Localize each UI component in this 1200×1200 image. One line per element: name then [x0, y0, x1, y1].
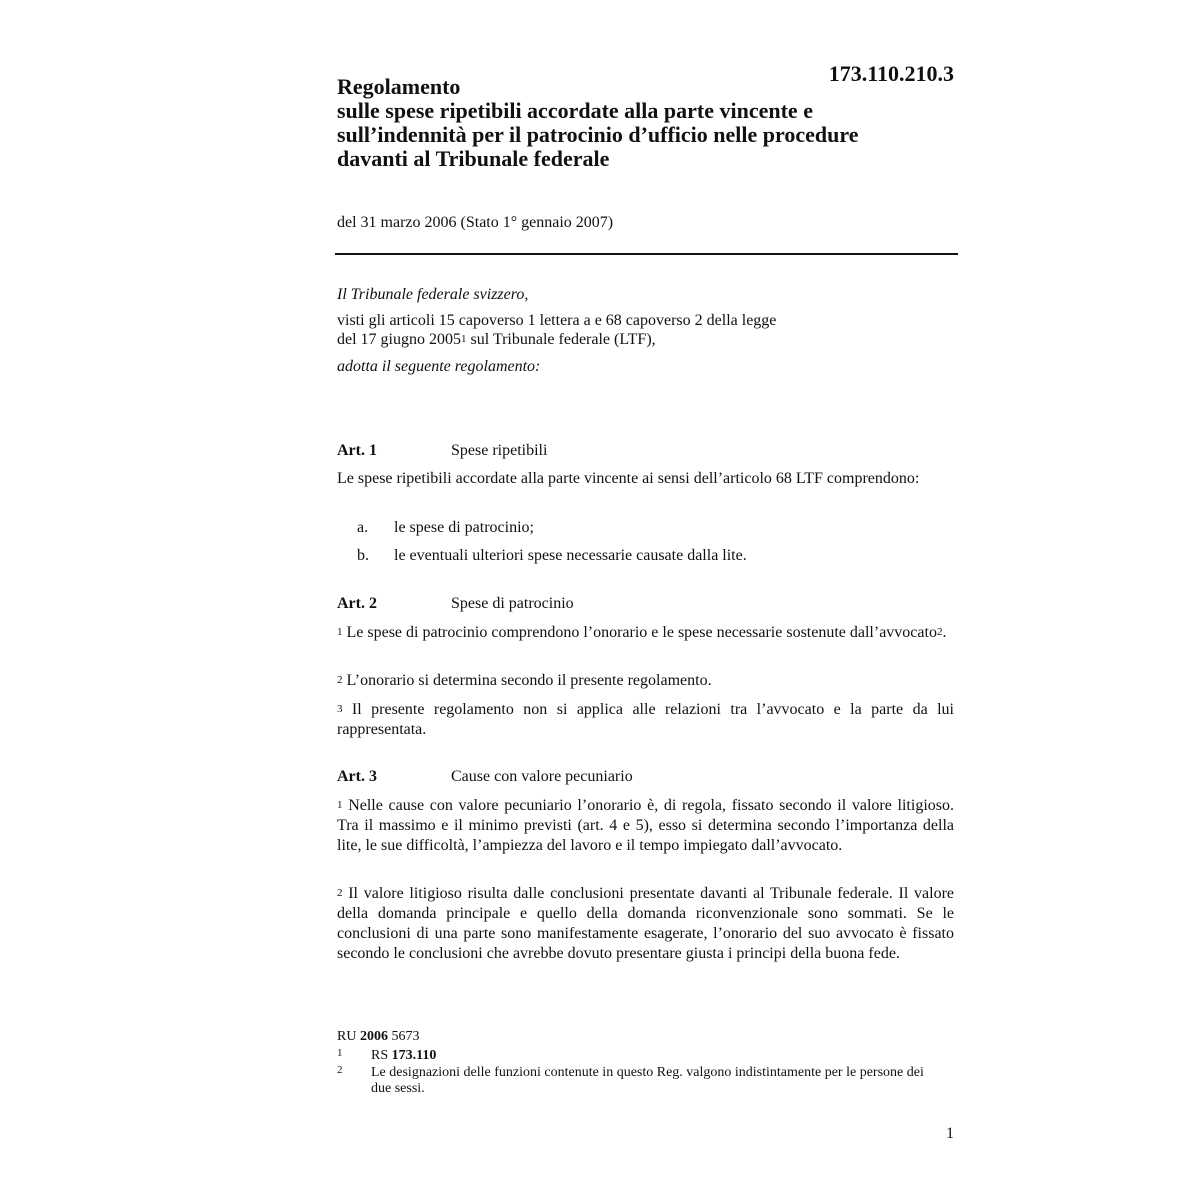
official-compilation-reference [337, 1028, 419, 1045]
footnote-text [371, 1048, 947, 1064]
list-item [357, 546, 747, 566]
footnote-number: 2 [337, 1064, 343, 1076]
paragraph-number: 1 [337, 626, 343, 638]
article-1-text: Le spese ripetibili accordate alla parte vincente ai sensi dell’articolo 68 LTF comprendono: [337, 470, 920, 487]
title-line: sull’indennità per il patrocinio d’ufficio nelle procedure [337, 122, 859, 147]
article-2-heading [337, 594, 574, 614]
paragraph-text: Nelle cause con valore pecuniario l’onorario è, di regola, fissato secondo il valore litigioso. Tra il massimo e il minimo previsti (art. 4 e 5), esso si determina secondo l’importanza della lite, le sue difficoltà, l’ampiezza del lavoro e il tempo impiegato dall’avvocato. [337, 797, 954, 854]
article-2-paragraph-2 [337, 671, 954, 691]
title-line: davanti al Tribunale federale [337, 146, 610, 171]
document-code: 173.110.210.3 [828, 61, 954, 86]
preamble-visti-line2 [337, 330, 954, 350]
ru-prefix: RU [337, 1029, 360, 1044]
list-marker: b. [357, 547, 369, 564]
list-text: le spese di patrocinio; [394, 519, 534, 536]
article-1-title: Spese ripetibili [451, 442, 548, 459]
article-2-paragraph-3 [337, 700, 954, 740]
article-3-title: Cause con valore pecuniario [451, 768, 633, 785]
article-2-title: Spese di patrocinio [451, 595, 574, 612]
article-2-number: Art. 2 [337, 595, 377, 612]
paragraph-text: Il valore litigioso risulta dalle conclusioni presentate davanti al Tribunale federale. Il valore della domanda principale e quello della domanda riconvenzionale sono sommati. Se le conclusioni di una parte sono manifestamente esagerate, l’onorario del suo avvocato è fissato secondo le conclusioni che avrebbe dovuto presentare giusta i principi della buona fede. [337, 885, 954, 962]
article-1-number: Art. 1 [337, 442, 377, 459]
ru-page: 5673 [387, 1029, 420, 1044]
title-divider [335, 253, 958, 255]
footnote-1 [337, 1048, 947, 1064]
footnote-ref-1: 1 [461, 333, 467, 345]
page-number: 1 [946, 1125, 954, 1142]
paragraph-number: 1 [337, 799, 343, 811]
article-3-paragraph-2 [337, 884, 954, 964]
article-2-paragraph-1 [337, 623, 954, 643]
paragraph-number: 2 [337, 674, 343, 686]
document-title [337, 75, 977, 171]
footnote-number: 1 [337, 1047, 343, 1059]
ru-year: 2006 [359, 1029, 388, 1044]
paragraph-number: 2 [337, 887, 343, 899]
article-3-paragraph-1 [337, 796, 954, 856]
preamble-adopts: adotta il seguente regolamento: [337, 358, 541, 375]
paragraph-text: L’onorario si determina secondo il presente regolamento. [342, 672, 712, 689]
paragraph-end: . [942, 624, 947, 641]
article-3-number: Art. 3 [337, 768, 377, 785]
article-3-heading [337, 767, 633, 787]
paragraph-number: 3 [337, 703, 343, 715]
title-line: sulle spese ripetibili accordate alla parte vincente e [337, 98, 813, 123]
document-date: del 31 marzo 2006 (Stato 1° gennaio 2007) [337, 214, 614, 231]
footnote-ref-2: 2 [936, 626, 943, 638]
title-line: Regolamento [337, 74, 461, 99]
paragraph-text: Il presente regolamento non si applica alle relazioni tra l’avvocato e la parte da lui rappresentata. [337, 701, 954, 738]
footnote-bold: 173.110 [391, 1048, 437, 1063]
footnote-text: Le designazioni delle funzioni contenute in questo Reg. valgono indistintamente per le persone dei due sessi. [371, 1065, 924, 1096]
preamble-visti-text-a: del 17 giugno 2005 [337, 331, 461, 348]
list-item [357, 518, 534, 538]
preamble-visti-line1: visti gli articoli 15 capoverso 1 lettera a e 68 capoverso 2 della legge [337, 312, 777, 329]
preamble-authority: Il Tribunale federale svizzero, [337, 286, 529, 303]
footnote-2 [337, 1065, 947, 1097]
article-1-heading [337, 441, 547, 461]
list-text: le eventuali ulteriori spese necessarie causate dalla lite. [394, 547, 747, 564]
list-marker: a. [357, 519, 369, 536]
footnote-prefix: RS [371, 1048, 392, 1063]
paragraph-text: Le spese di patrocinio comprendono l’onorario e le spese necessarie sostenute dall’avvocato [342, 624, 937, 641]
preamble-visti-text-b: sul Tribunale federale (LTF), [466, 331, 656, 348]
